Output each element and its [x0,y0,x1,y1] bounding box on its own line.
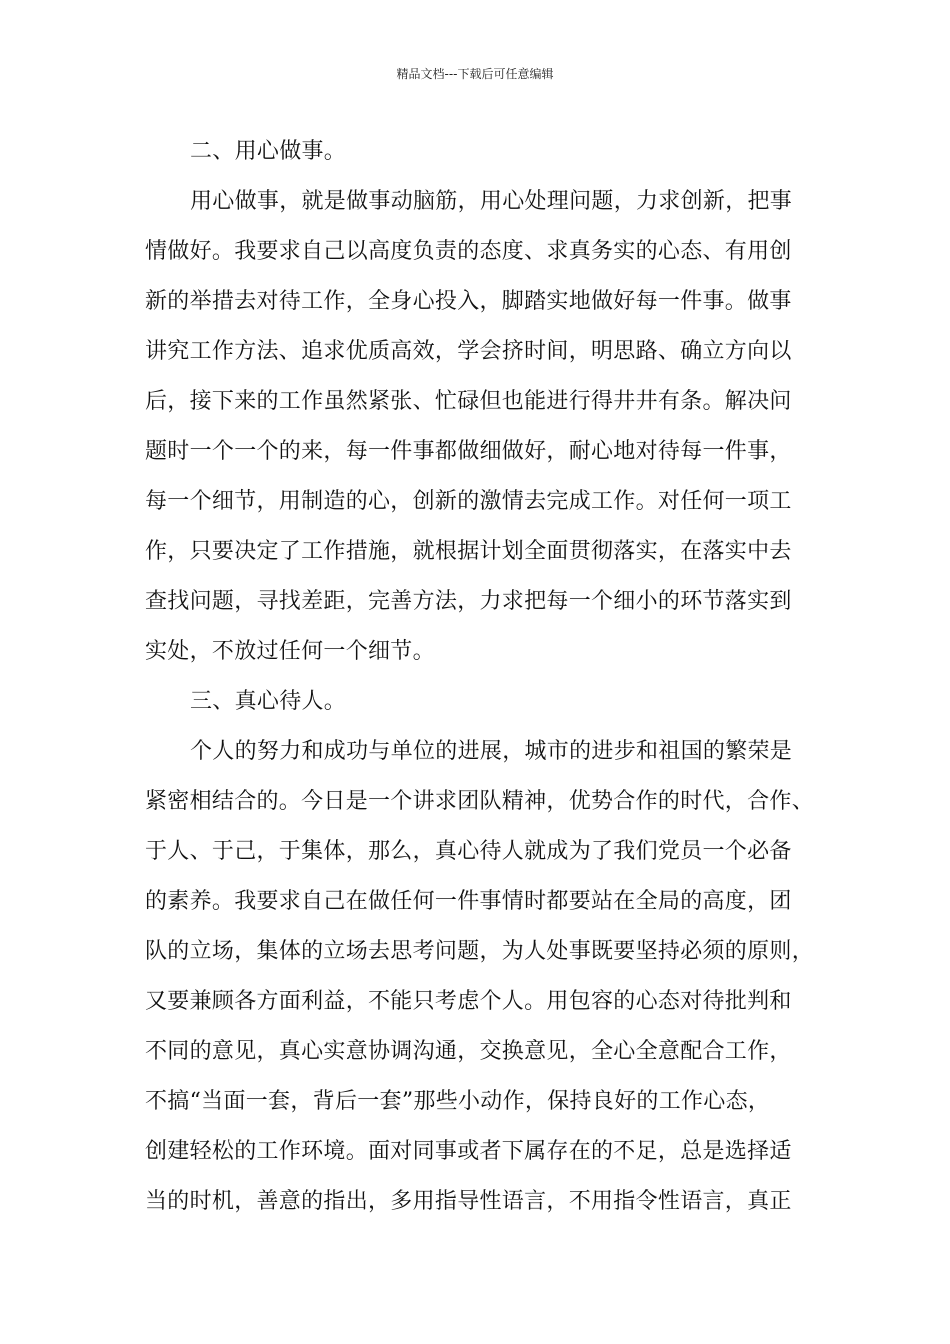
paragraph-line: 紧密相结合的。今日是一个讲求团队精神，优势合作的时代，合作、 [145,789,815,814]
paragraph-line: 不同的意见，真心实意协调沟通，交换意见，全心全意配合工作， [145,1039,792,1064]
paragraph-line: 当的时机，善意的指出，多用指导性语言，不用指令性语言，真正 [145,1189,792,1214]
paragraph-line: 每一个细节，用制造的心，创新的激情去完成工作。对任何一项工 [145,489,792,514]
paragraph-line: 题时一个一个的来，每一件事都做细做好，耐心地对待每一件事， [145,439,792,464]
section-heading: 三、真心待人。 [190,689,347,714]
paragraph-line: 作，只要决定了工作措施，就根据计划全面贯彻落实，在落实中去 [145,539,792,564]
page-header: 精品文档---下载后可任意编辑 [396,67,554,81]
section-heading: 二、用心做事。 [190,139,347,164]
paragraph-line: 查找问题，寻找差距，完善方法，力求把每一个细小的环节落实到 [145,589,792,614]
paragraph-line: 新的举措去对待工作，全身心投入，脚踏实地做好每一件事。做事 [145,289,792,314]
paragraph-line: 情做好。我要求自己以高度负责的态度、求真务实的心态、有用创 [145,239,792,264]
paragraph-line: 用心做事，就是做事动脑筋，用心处理问题，力求创新，把事 [190,189,793,214]
paragraph-line: 的素养。我要求自己在做任何一件事情时都要站在全局的高度，团 [145,889,792,914]
paragraph-line: 于人、于己，于集体，那么，真心待人就成为了我们党员一个必备 [145,839,792,864]
paragraph-line: 讲究工作方法、追求优质高效，学会挤时间，明思路、确立方向以 [145,339,792,364]
paragraph-line: 实处，不放过任何一个细节。 [145,639,435,664]
paragraph-line: 队的立场，集体的立场去思考问题，为人处事既要坚持必须的原则， [145,939,815,964]
paragraph-line: 个人的努力和成功与单位的进展，城市的进步和祖国的繁荣是 [190,739,793,764]
paragraph-line: 不搞“当面一套，背后一套”那些小动作，保持良好的工作心态， [145,1089,771,1114]
paragraph-line: 后，接下来的工作虽然紧张、忙碌但也能进行得井井有条。解决问 [145,389,792,414]
paragraph-line: 创建轻松的工作环境。面对同事或者下属存在的不足，总是选择适 [145,1139,792,1164]
paragraph-line: 又要兼顾各方面利益，不能只考虑个人。用包容的心态对待批判和 [145,989,792,1014]
